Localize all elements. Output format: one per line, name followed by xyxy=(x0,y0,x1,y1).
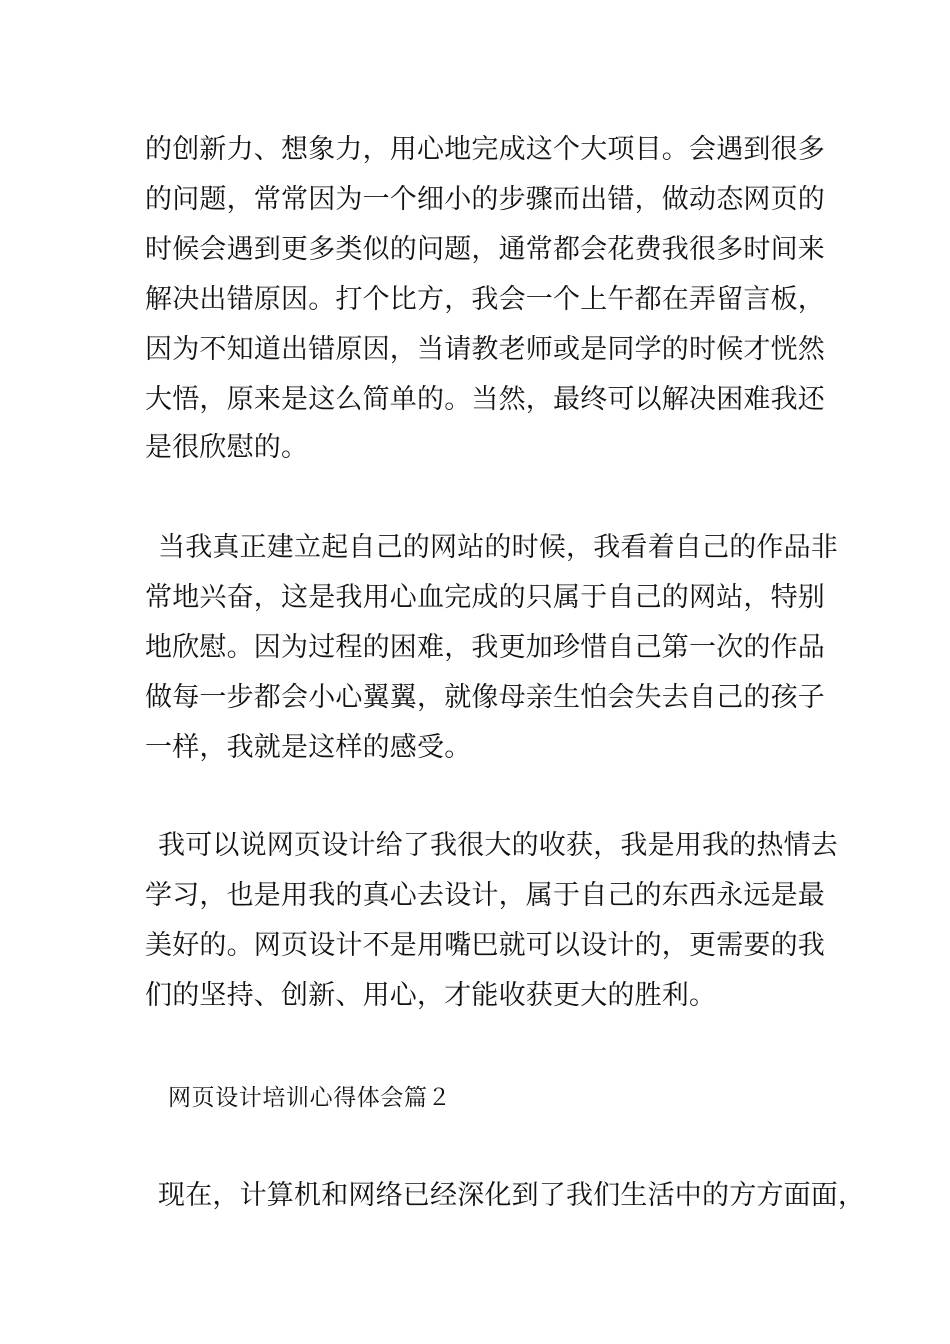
section-heading: 网页设计培训心得体会篇２ xyxy=(168,1085,452,1111)
paragraph-1-line-5: 因为不知道出错原因，当请教老师或是同学的时候才恍然 xyxy=(145,334,825,365)
paragraph-2-line-2: 常地兴奋，这是我用心血完成的只属于自己的网站，特别 xyxy=(145,582,825,613)
paragraph-1-line-6: 大悟，原来是这么简单的。当然，最终可以解决困难我还 xyxy=(145,384,825,415)
paragraph-1-line-2: 的问题，常常因为一个细小的步骤而出错，做动态网页的 xyxy=(145,184,825,215)
paragraph-4-line-1: 现在，计算机和网络已经深化到了我们生活中的方方面面， xyxy=(158,1180,866,1211)
paragraph-1-line-4: 解决出错原因。打个比方，我会一个上午都在弄留言板， xyxy=(145,284,825,315)
paragraph-3-line-3: 美好的。网页设计不是用嘴巴就可以设计的，更需要的我 xyxy=(145,930,825,961)
paragraph-1-line-7: 是很欣慰的。 xyxy=(145,432,309,463)
paragraph-1-line-1: 的创新力、想象力，用心地完成这个大项目。会遇到很多 xyxy=(145,134,825,165)
paragraph-3-line-2: 学习，也是用我的真心去设计，属于自己的东西永远是最 xyxy=(145,880,825,911)
paragraph-3-line-4: 们的坚持、创新、用心，才能收获更大的胜利。 xyxy=(145,980,717,1011)
paragraph-1-line-3: 时候会遇到更多类似的问题，通常都会花费我很多时间来 xyxy=(145,234,825,265)
paragraph-2-line-1: 当我真正建立起自己的网站的时候，我看着自己的作品非 xyxy=(158,532,838,563)
paragraph-2-line-4: 做每一步都会小心翼翼，就像母亲生怕会失去自己的孩子 xyxy=(145,682,825,713)
paragraph-2-line-5: 一样，我就是这样的感受。 xyxy=(145,732,472,763)
paragraph-2-line-3: 地欣慰。因为过程的困难，我更加珍惜自己第一次的作品 xyxy=(145,632,825,663)
paragraph-3-line-1: 我可以说网页设计给了我很大的收获，我是用我的热情去 xyxy=(158,830,838,861)
